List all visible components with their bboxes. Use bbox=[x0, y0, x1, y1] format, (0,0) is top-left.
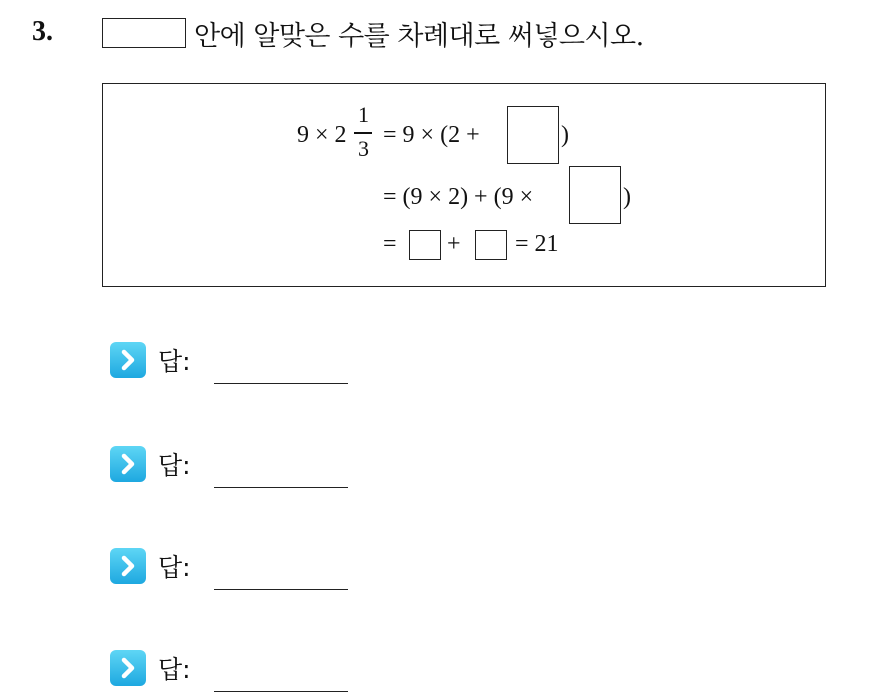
answer-label: 답: bbox=[158, 451, 191, 480]
fraction-bar bbox=[354, 132, 372, 134]
formula-line3-eq: = bbox=[383, 231, 397, 257]
formula-line2-rhs: = (9 × 2) + (9 × bbox=[383, 184, 534, 210]
formula-line1-lhs: 9 × 2 bbox=[297, 122, 347, 148]
question-number: 3. bbox=[32, 16, 53, 47]
answer-label: 답: bbox=[158, 347, 191, 376]
fraction-numerator: 1 bbox=[358, 102, 369, 127]
blank-box-4 bbox=[475, 230, 507, 260]
blank-box-3 bbox=[409, 230, 441, 260]
formula-box bbox=[102, 83, 826, 287]
inline-blank-box bbox=[102, 18, 186, 48]
question-instruction: 안에 알맞은 수를 차례대로 써넣으시오. bbox=[194, 21, 644, 52]
chevron-right-icon bbox=[110, 342, 146, 378]
fraction-denominator: 3 bbox=[358, 136, 369, 161]
chevron-right-icon bbox=[110, 446, 146, 482]
blank-box-1 bbox=[507, 106, 559, 164]
formula-line3-result: = 21 bbox=[515, 231, 559, 257]
answer-input-line[interactable] bbox=[214, 589, 348, 590]
blank-box-2 bbox=[569, 166, 621, 224]
answer-input-line[interactable] bbox=[214, 487, 348, 488]
chevron-right-icon bbox=[110, 650, 146, 686]
answer-label: 답: bbox=[158, 553, 191, 582]
formula-line1-close: ) bbox=[561, 122, 569, 148]
answer-input-line[interactable] bbox=[214, 383, 348, 384]
answer-label: 답: bbox=[158, 655, 191, 684]
formula-line1-rhs: = 9 × (2 + bbox=[383, 122, 480, 148]
chevron-right-icon bbox=[110, 548, 146, 584]
formula-line2-close: ) bbox=[623, 184, 631, 210]
formula-line3-plus: + bbox=[447, 231, 461, 257]
